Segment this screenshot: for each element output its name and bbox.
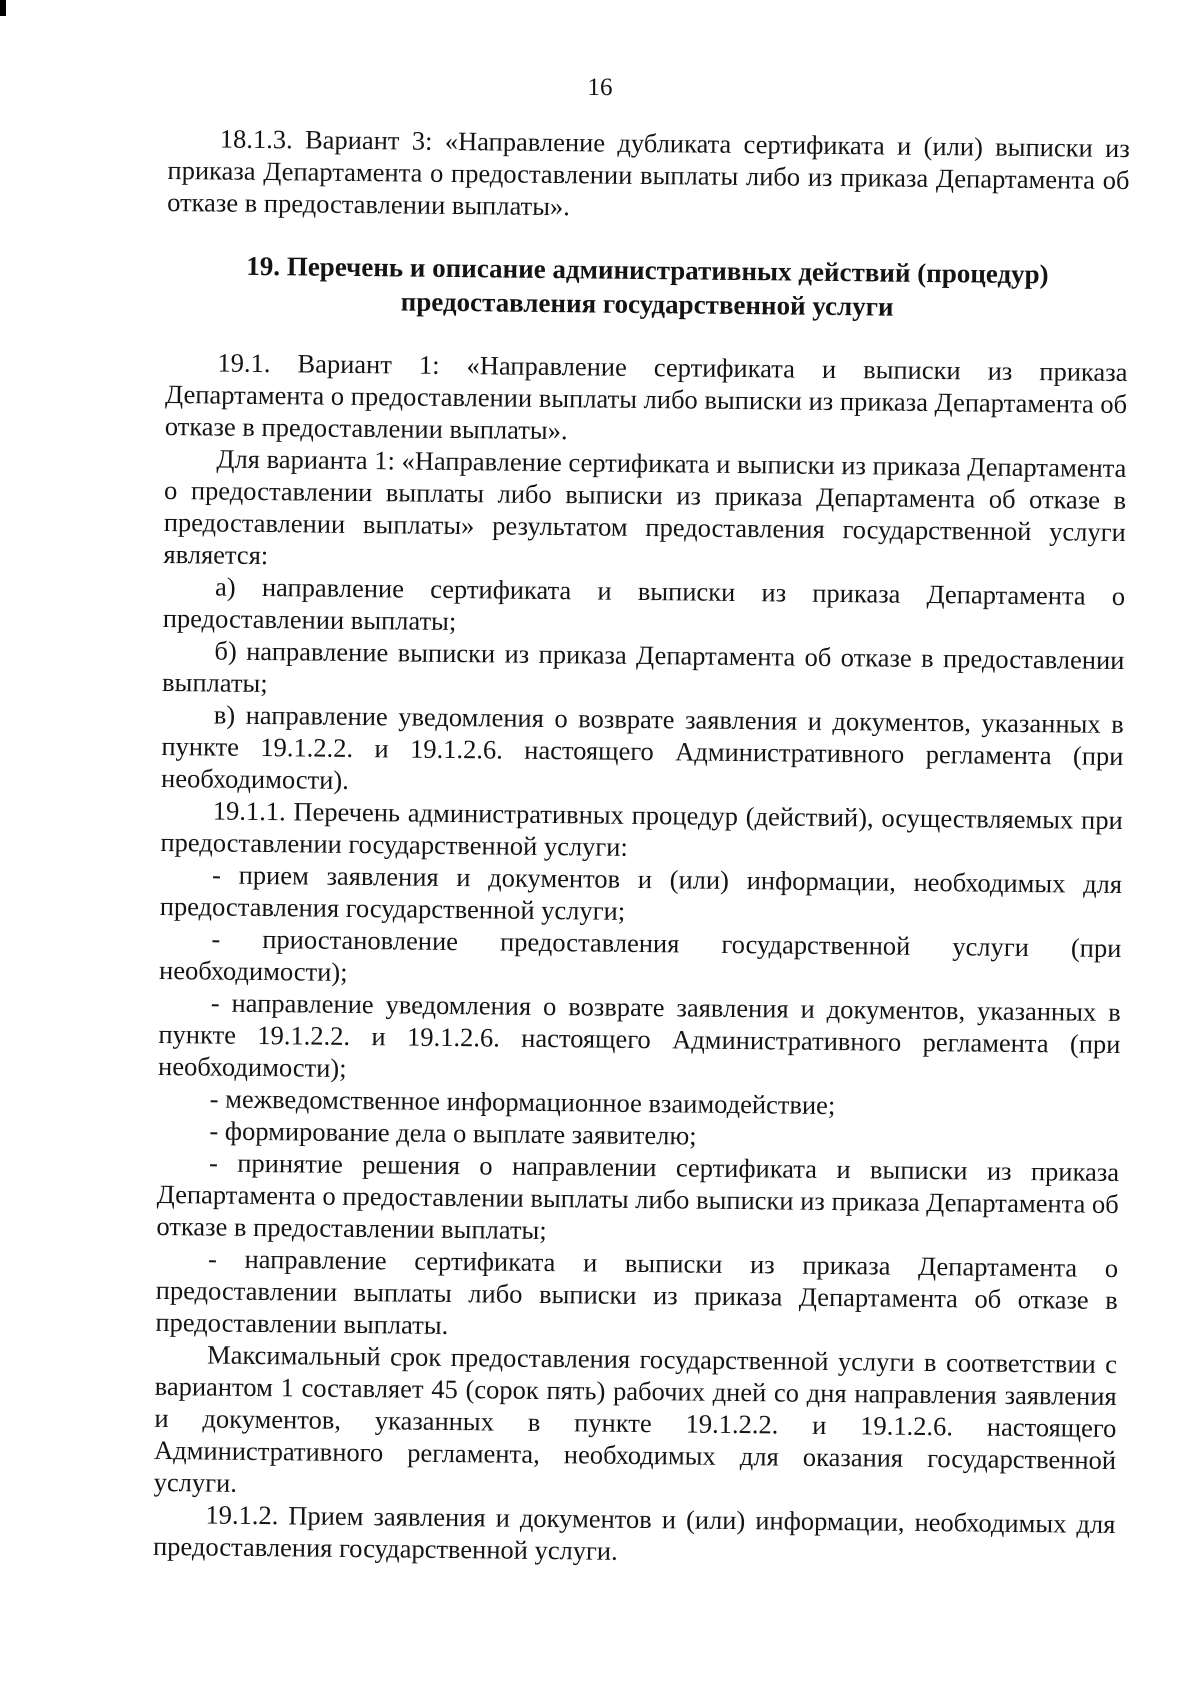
paragraph-19-1-1: 19.1.1. Перечень административных процедур (действий), осуществляемых при предоставлении государственной услуги: [160,795,1123,862]
section-heading [166,248,1129,326]
paragraph-variant-1: 19.1. Вариант 1: «Направление сертификата и выписки из приказа Департамента о предоставлении выплаты либо выписки из приказа Департамента об отказе в предоставлении выплаты». [164,347,1128,446]
list-item-case-file: - формирование дела о выплате заявителю; [209,1115,697,1151]
paragraph-item-b: б) направление выписки из приказа Департамента об отказе в предоставлении выплаты; [161,635,1125,699]
paragraph-item-a: а) направление сертификата и выписки из приказа Департамента о предоставлении выплаты; [162,571,1126,637]
scan-corner-mark [0,0,6,16]
paragraph-item-v: в) направление уведомления о возврате заявления и документов, указанных в пункте 19.1.2.2. и 19.1.2.6. настоящего Административного регламента (при необходимости). [160,699,1124,795]
list-item-suspension: - приостановление предоставления государственной услуги (при необходимости); [158,923,1122,987]
paragraph-max-term: Максимальный срок предоставления государственной услуги в соответствии с вариантом 1 составляет 45 (сорок пять) рабочих дней со дня направления заявления и документов, указанных в пункте 19.1.2.2. и 19.1.2.6. настоящего Административного регламента, необходимых для оказания государственной услуги. [153,1339,1118,1498]
paragraph-variant-1-result: Для варианта 1: «Направление сертификата и выписки из приказа Департамента о предоставлении выплаты либо выписки из приказа Департамента об отказе в предоставлении выплаты» результатом предоставления государственной услуги является: [163,443,1127,571]
section-heading-line-1: 19. Перечень и описание административных действий (процедур) [246,250,1049,290]
list-item-sending: - направление сертификата и выписки из приказа Департамента о предоставлении выплаты либо выписки из приказа Департамента об отказе в предоставлении выплаты. [155,1243,1119,1340]
section-heading-line-2: предоставления государственной услуги [400,286,894,322]
document-body [153,122,1130,1572]
list-item-reception: - прием заявления и документов и (или) информации, необходимых для предоставления государственной услуги; [159,859,1123,926]
page-number: 16 [587,74,613,101]
list-item-interagency: - межведомственное информационное взаимодействие; [209,1083,836,1121]
list-item-decision: - принятие решения о направлении сертификата и выписки из приказа Департамента о предоставлении выплаты либо выписки из приказа Департамента об отказе в предоставлении выплаты; [156,1147,1120,1246]
paragraph-19-1-2: 19.1.2. Прием заявления и документов и (или) информации, необходимых для предоставления государственной услуги. [152,1499,1116,1566]
list-item-return-notice: - направление уведомления о возврате заявления и документов, указанных в пункте 19.1.2.2. и 19.1.2.6. настоящего Административного регламента (при необходимости); [157,987,1121,1083]
intro-paragraph: 18.1.3. Вариант 3: «Направление дубликата сертификата и (или) выписки из приказа Департамента о предоставлении выплаты либо из приказа Департамента об отказе в предоставлении выплаты». [167,123,1130,222]
